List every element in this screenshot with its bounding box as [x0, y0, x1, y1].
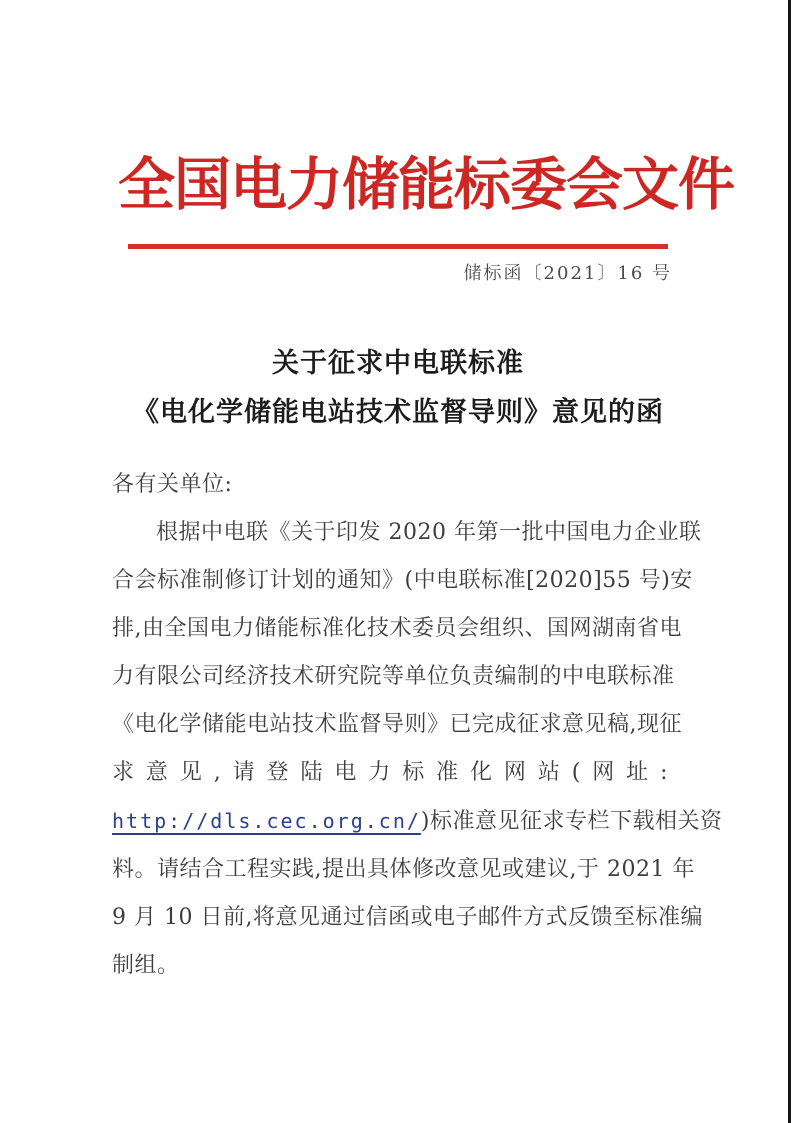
- body-line-after-link: )标准意见征求专栏下载相关资: [420, 808, 723, 834]
- body-line: 根据中电联《关于印发 2020 年第一批中国电力企业联: [156, 519, 702, 545]
- letter-body: [112, 461, 723, 990]
- standards-website-link[interactable]: http://dls.cec.org.cn/: [112, 808, 421, 833]
- body-line-with-link: [112, 797, 723, 846]
- body-line: 9 月 10 日前,将意见通过信函或电子邮件方式反馈至标准编: [112, 904, 703, 930]
- red-divider-rule: [128, 244, 668, 249]
- body-line: 制组。: [112, 952, 180, 978]
- scan-edge-artifact: [788, 0, 791, 1123]
- document-title-line-1: 关于征求中电联标准: [272, 347, 524, 379]
- document-title-line-2: 《电化学储能电站技术监督导则》意见的函: [132, 396, 664, 428]
- body-line: 求意见,请登陆电力标准化网站(网址:: [112, 759, 668, 785]
- letterhead-banner: 全国电力储能标委会文件: [118, 151, 734, 218]
- body-line: 合会标准制修订计划的通知》(中电联标准[2020]55 号)安: [112, 567, 693, 593]
- body-line: 排,由全国电力储能标准化技术委员会组织、国网湖南省电: [112, 615, 682, 641]
- body-line: 《电化学储能电站技术监督导则》已完成征求意见稿,现征: [112, 711, 682, 737]
- body-line: 力有限公司经济技术研究院等单位负责编制的中电联标准: [112, 663, 675, 689]
- body-line: 料。请结合工程实践,提出具体修改意见或建议,于 2021 年: [112, 856, 695, 882]
- salutation: 各有关单位:: [112, 471, 233, 497]
- document-number: 储标函〔2021〕16 号: [463, 262, 672, 284]
- document-title: [78, 339, 718, 437]
